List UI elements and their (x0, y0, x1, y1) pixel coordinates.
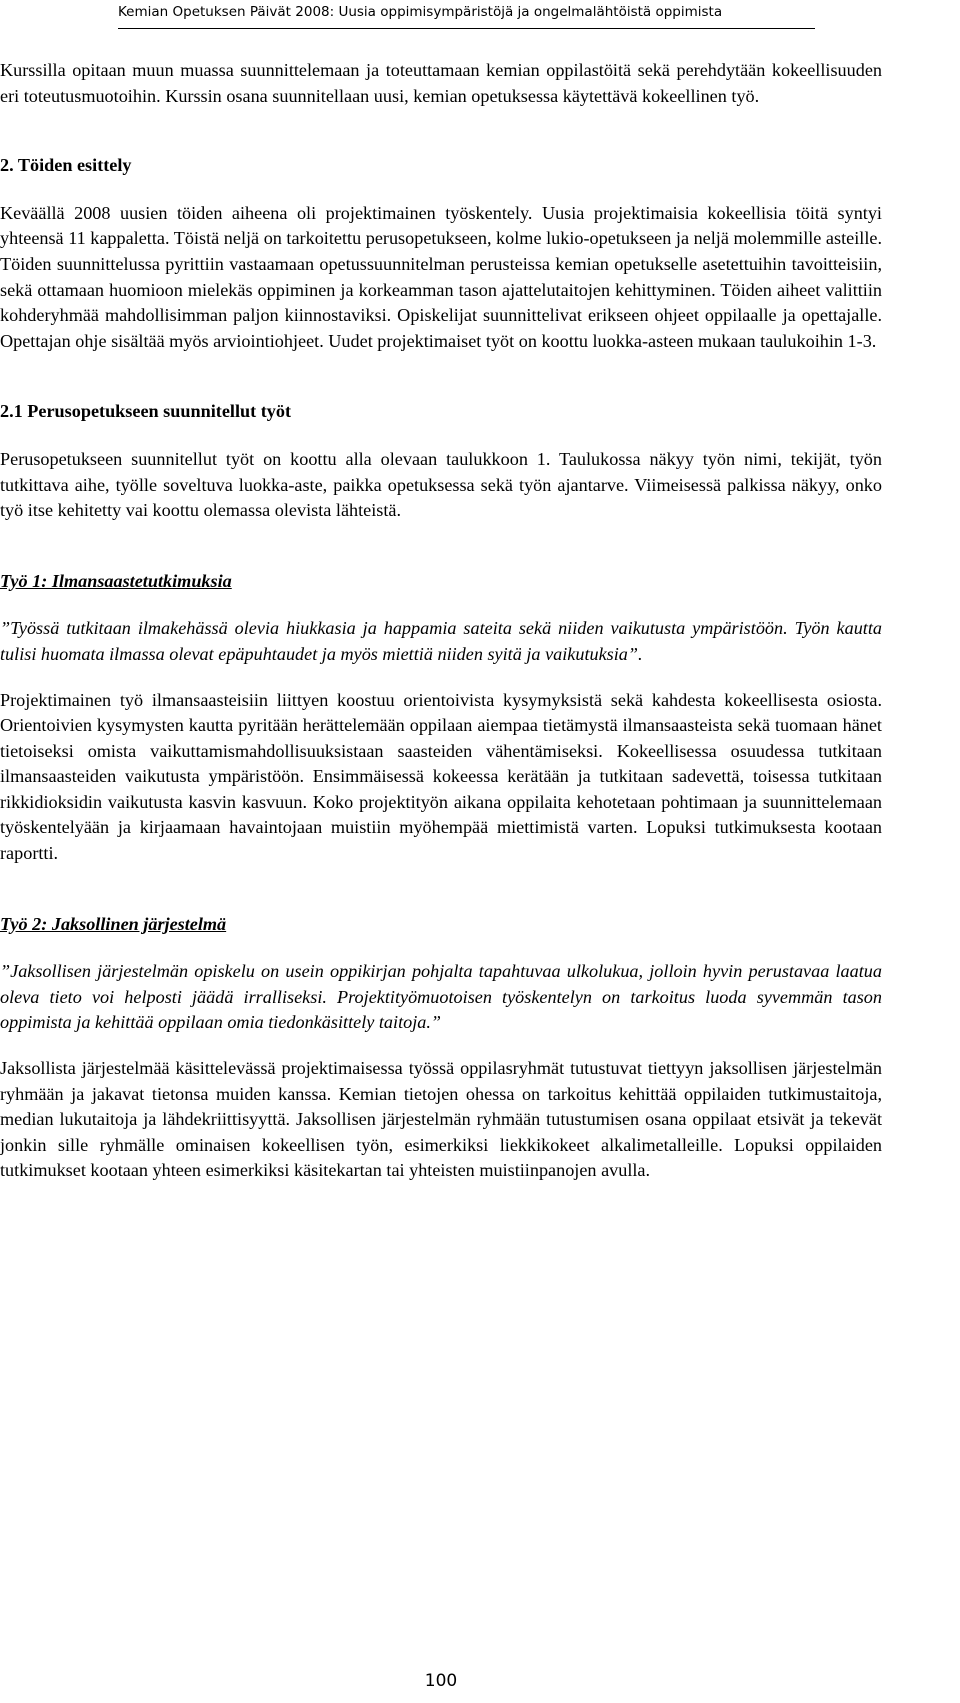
intro-paragraph: Kurssilla opitaan muun muassa suunnittelemaan ja toteuttamaan kemian oppilastöitä sekä perehdytään kokeellisuuden eri toteutusmuotoihin. Kurssin osana suunnitellaan uusi, kemian opetuksessa käytettävä kokeellinen työ. (0, 60, 882, 106)
work-1-quote: ”Työssä tutkitaan ilmakehässä olevia hiukkasia ja happamia sateita sekä niiden vaikutusta ympäristöön. Työn kautta tulisi huomata ilmassa olevat epäpuhtaudet ja myös miettiä niiden syitä ja vaikutuksia”. (0, 618, 882, 664)
document-body (0, 58, 882, 1184)
section-2-paragraph: Keväällä 2008 uusien töiden aiheena oli projektimainen työskentely. Uusia projektimaisia kokeellisia töitä syntyi yhteensä 11 kappaletta. Töistä neljä on tarkoitettu perusopetukseen, kolme lukio-opetukseen ja neljä molemmille asteille. Töiden suunnittelussa pyrittiin vastaamaan opetussuunnitelman perusteissa kemian opetukselle asetettuihin tavoitteisiin, sekä ottamaan huomioon mielekäs oppiminen ja korkeamman tason ajattelutaitojen kehittyminen. Töiden aiheet valittiin kohderyhmää mahdollisimman paljon kiinnostaviksi. Opiskelijat suunnittelivat erikseen ohjeet oppilaalle ja opettajalle. Opettajan ohje sisältää myös arviointiohjeet. Uudet projektimaiset työt on koottu luokka-asteen mukaan taulukoihin 1-3. (0, 202, 882, 351)
work-2-paragraph: Jaksollista järjestelmää käsittelevässä projektimaisessa työssä oppilasryhmät tutustuvat tiettyyn jaksollisen järjestelmän ryhmään ja jakavat tietonsa muiden kanssa. Kemian tietojen ohessa on tarkoitus kehittää oppilaiden tutkimustaitoja, median lukutaitoja ja lähdekriittisyyttä. Jaksollisen järjestelmän ryhmään tutustumisen osana oppilaat etsivät ja tekevät jonkin sille ryhmälle ominaisen kokeellisen työn, esimerkiksi liekkikokeet alkalimetalleille. Lopuksi oppilaiden tutkimukset kootaan yhteen esimerkiksi käsitekartan tai yhteisten muistiinpanojen avulla. (0, 1058, 882, 1181)
work-1-paragraph: Projektimainen työ ilmansaasteisiin liittyen koostuu orientoivista kysymyksistä sekä kahdesta kokeellisesta osiosta. Orientoivien kysymysten kautta pyritään herättelemään oppilaan aiempaa tietämystä ilmansaasteista sekä tuomaan hänet tietoiseksi omista vaikuttamismahdollisuuksistaan saasteiden vähentämiseksi. Kokeellisessa osuudessa tutkitaan ilmansaasteiden vaikutusta ympäristöön. Ensimmäisessä kokeessa kerätään ja tutkitaan sadevettä, toisessa tutkitaan rikkidioksidin vaikutusta kasvin kasvuun. Koko projektityön aikana oppilaita kehotetaan pohtimaan ja suunnittelemaan työskentelyään ja kirjaamaan havaintojaan muistiin myöhempää miettimistä varten. Lopuksi tutkimuksesta kootaan raportti. (0, 689, 882, 864)
work-1-heading: Työ 1: Ilmansaastetutkimuksia (0, 570, 232, 591)
section-2-1-heading: 2.1 Perusopetukseen suunnitellut työt (0, 401, 292, 422)
work-2-quote: ”Jaksollisen järjestelmän opiskelu on usein oppikirjan pohjalta tapahtuvaa ulkolukua, jolloin hyvin perustavaa laatua oleva tieto voi helposti jäädä irralliseksi. Projektityömuotoisen työskentelyn on tarkoitus luoda syvemmän tason oppimista ja kehittää oppilaan omia tiedonkäsittely taitoja.” (0, 961, 882, 1033)
running-header: Kemian Opetuksen Päivät 2008: Uusia oppimisympäristöjä ja ongelmalähtöistä oppimista (118, 4, 723, 20)
section-2-1-paragraph: Perusopetukseen suunnitellut työt on koottu alla olevaan taulukkoon 1. Taulukossa näkyy työn nimi, tekijät, työn tutkittava aihe, työlle soveltuva luokka-aste, paikka opetuksessa sekä työn ajantarve. Viimeisessä palkissa näkyy, onko työ itse kehitetty vai koottu olemassa olevista lähteistä. (0, 448, 882, 521)
work-2-heading: Työ 2: Jaksollinen järjestelmä (0, 913, 227, 934)
header-rule (118, 28, 815, 29)
section-2-heading: 2. Töiden esittely (0, 155, 132, 176)
page-number: 100 (424, 1671, 458, 1691)
